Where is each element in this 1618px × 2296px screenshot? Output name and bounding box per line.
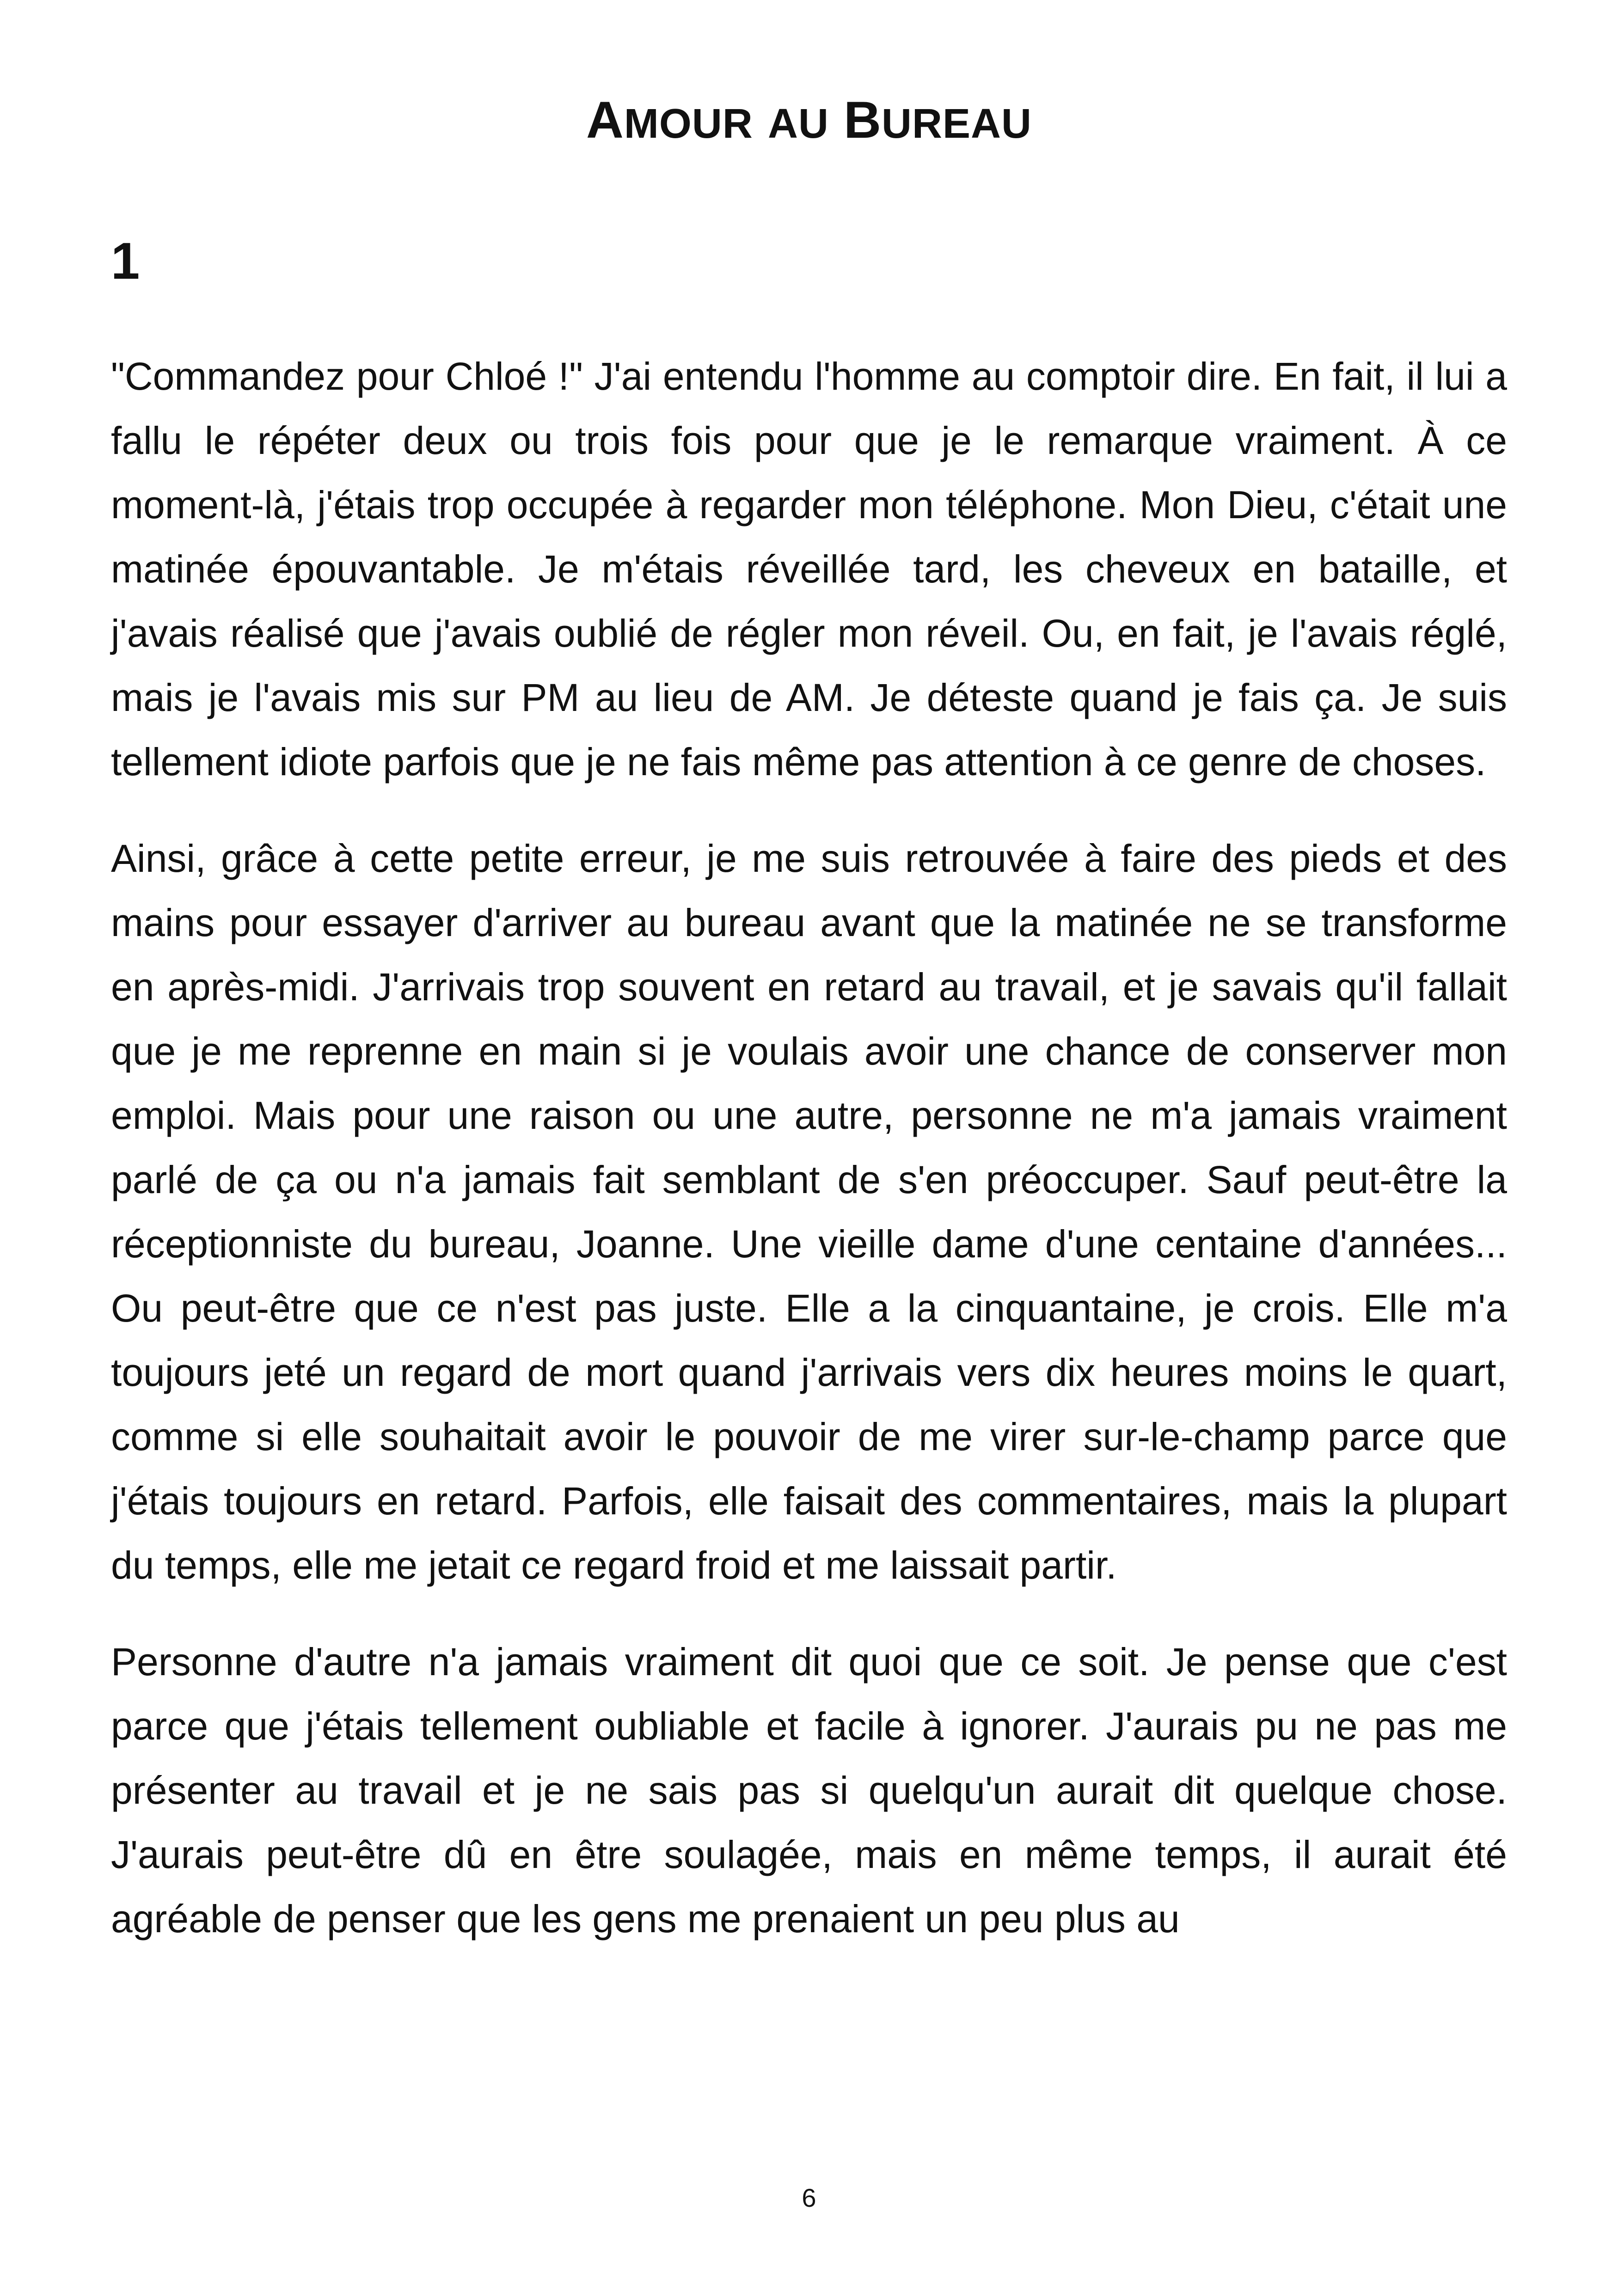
title-word2: AU [767,101,829,147]
paragraph-1: "Commandez pour Chloé !" J'ai entendu l'homme au comptoir dire. En fait, il lui a fallu le répéter deux ou trois fois pour que je le remarque vraiment. À ce moment-là, j'étais trop occupée à regarder mon téléphone. Mon Dieu, c'était une matinée épouvantable. Je m'étais réveillée tard, les cheveux en bataille, et j'avais réalisé que j'avais oublié de régler mon réveil. Ou, en fait, je l'avais réglé, mais je l'avais mis sur PM au lieu de AM. Je déteste quand je fais ça. Je suis tellement idiote parfois que je ne fais même pas attention à ce genre de choses. [111,355,1507,784]
book-title [111,88,1507,156]
paragraph-3: Personne d'autre n'a jamais vraiment dit quoi que ce soit. Je pense que c'est parce que j'étais tellement oubliable et facile à ignorer. J'aurais pu ne pas me présenter au travail et je ne sais pas si quelqu'un aurait dit quelque chose. J'aurais peut-être dû en être soulagée, mais en même temps, il aurait été agréable de penser que les gens me prenaient un peu plus au [111,1640,1507,1941]
page-number: 6 [802,2183,816,2212]
paragraph-2: Ainsi, grâce à cette petite erreur, je me suis retrouvée à faire des pieds et des mains pour essayer d'arriver au bureau avant que la matinée ne se transforme en après-midi. J'arrivais trop souvent en retard au travail, et je savais qu'il fallait que je me reprenne en main si je voulais avoir une chance de conserver mon emploi. Mais pour une raison ou une autre, personne ne m'a jamais vraiment parlé de ça ou n'a jamais fait semblant de s'en préoccuper. Sauf peut-être la réceptionniste du bureau, Joanne. Une vieille dame d'une centaine d'années... Ou peut-être que ce n'est pas juste. Elle a la cinquantaine, je crois. Elle m'a toujours jeté un regard de mort quand j'arrivais vers dix heures moins le quart, comme si elle souhaitait avoir le pouvoir de me virer sur-le-champ parce que j'étais toujours en retard. Parfois, elle faisait des commentaires, mais la plupart du temps, elle me jetait ce regard froid et me laissait partir. [111,837,1507,1587]
chapter-body [111,344,1507,1984]
title-word1-initial: A [586,91,624,149]
chapter-number: 1 [111,232,140,290]
title-word1-rest: MOUR [624,101,753,147]
title-word3-rest: UREAU [881,101,1032,147]
title-word3-initial: B [844,91,882,149]
